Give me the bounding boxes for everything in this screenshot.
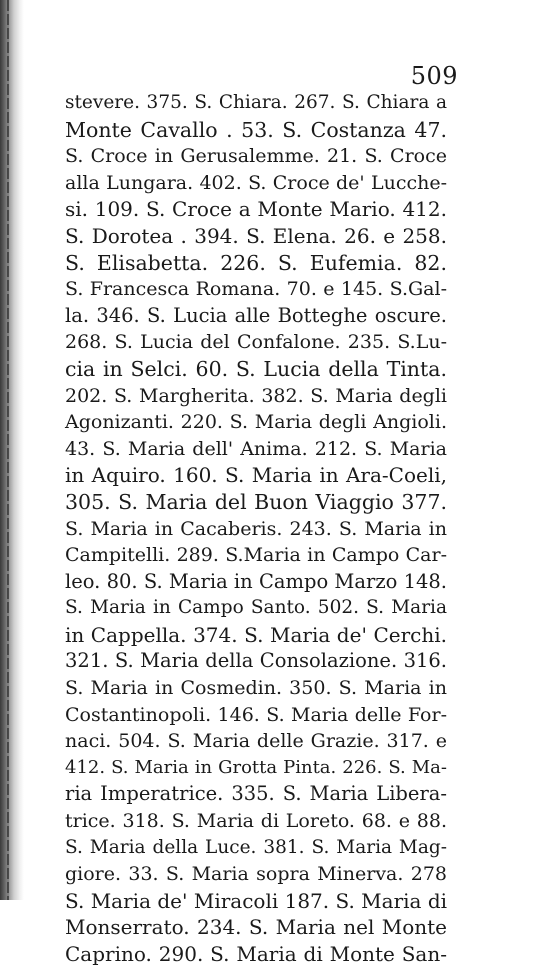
- text-line: alla Lungara. 402. S. Croce de' Lucche-: [65, 171, 447, 194]
- text-line: Agonizanti. 220. S. Maria degli Angioli.: [65, 411, 447, 434]
- text-line: leo. 80. S. Maria in Campo Marzo 148.: [65, 569, 447, 593]
- text-line: la. 346. S. Lucia alle Botteghe oscure.: [65, 303, 447, 327]
- text-line: S. Elisabetta. 226. S. Eufemia. 82.: [65, 250, 447, 275]
- text-line: Monte Cavallo . 53. S. Costanza 47.: [65, 117, 447, 142]
- text-line: 268. S. Lucia del Confalone. 235. S.Lu-: [65, 331, 447, 354]
- text-line: S. Dorotea . 394. S. Elena. 26. e 258.: [65, 223, 447, 248]
- text-line: in Aquiro. 160. S. Maria in Ara-Coeli,: [65, 463, 447, 488]
- text-line: in Cappella. 374. S. Maria de' Cerchi.: [65, 622, 447, 647]
- text-line: Monserrato. 234. S. Maria nel Monte: [65, 915, 447, 940]
- text-line: stevere. 375. S. Chiara. 267. S. Chiara a: [65, 92, 447, 113]
- text-line: Caprino. 290. S. Maria di Monte San-: [65, 942, 447, 966]
- book-binding-shadow: [0, 0, 24, 900]
- text-line: si. 109. S. Croce a Monte Mario. 412.: [65, 197, 447, 222]
- text-line: giore. 33. S. Maria sopra Minerva. 278: [65, 863, 447, 886]
- text-line: S. Maria in Cacaberis. 243. S. Maria in: [65, 517, 447, 540]
- text-line: 412. S. Maria in Grotta Pinta. 226. S. Ma-: [65, 756, 447, 778]
- text-line: S. Maria in Cosmedin. 350. S. Maria in: [65, 677, 447, 700]
- text-line: S. Croce in Gerusalemme. 21. S. Croce: [65, 145, 447, 168]
- text-line: cia in Selci. 60. S. Lucia della Tinta.: [65, 356, 447, 381]
- text-line: naci. 504. S. Maria delle Grazie. 317. e: [65, 730, 447, 753]
- text-line: 202. S. Margherita. 382. S. Maria degli: [65, 384, 447, 407]
- text-line: Costantinopoli. 146. S. Maria delle For-: [65, 703, 447, 726]
- text-line: S. Maria in Campo Santo. 502. S. Maria: [65, 597, 447, 619]
- text-line: 321. S. Maria della Consolazione. 316.: [65, 649, 447, 673]
- text-line: ria Imperatrice. 335. S. Maria Libera-: [65, 782, 447, 806]
- book-binding-stitch: [7, 0, 9, 900]
- text-line: Campitelli. 289. S.Maria in Campo Car-: [65, 544, 447, 567]
- text-line: S. Francesca Romana. 70. e 145. S.Gal-: [65, 278, 447, 301]
- text-line: 43. S. Maria dell' Anima. 212. S. Maria: [65, 437, 447, 460]
- page-number: 509: [410, 62, 458, 90]
- text-line: S. Maria della Luce. 381. S. Maria Mag-: [65, 836, 447, 858]
- text-line: 305. S. Maria del Buon Viaggio 377.: [65, 489, 447, 514]
- text-line: S. Maria de' Miracoli 187. S. Maria di: [65, 888, 448, 913]
- text-line: trice. 318. S. Maria di Loreto. 68. e 88.: [65, 810, 447, 833]
- index-text-block: [65, 90, 447, 968]
